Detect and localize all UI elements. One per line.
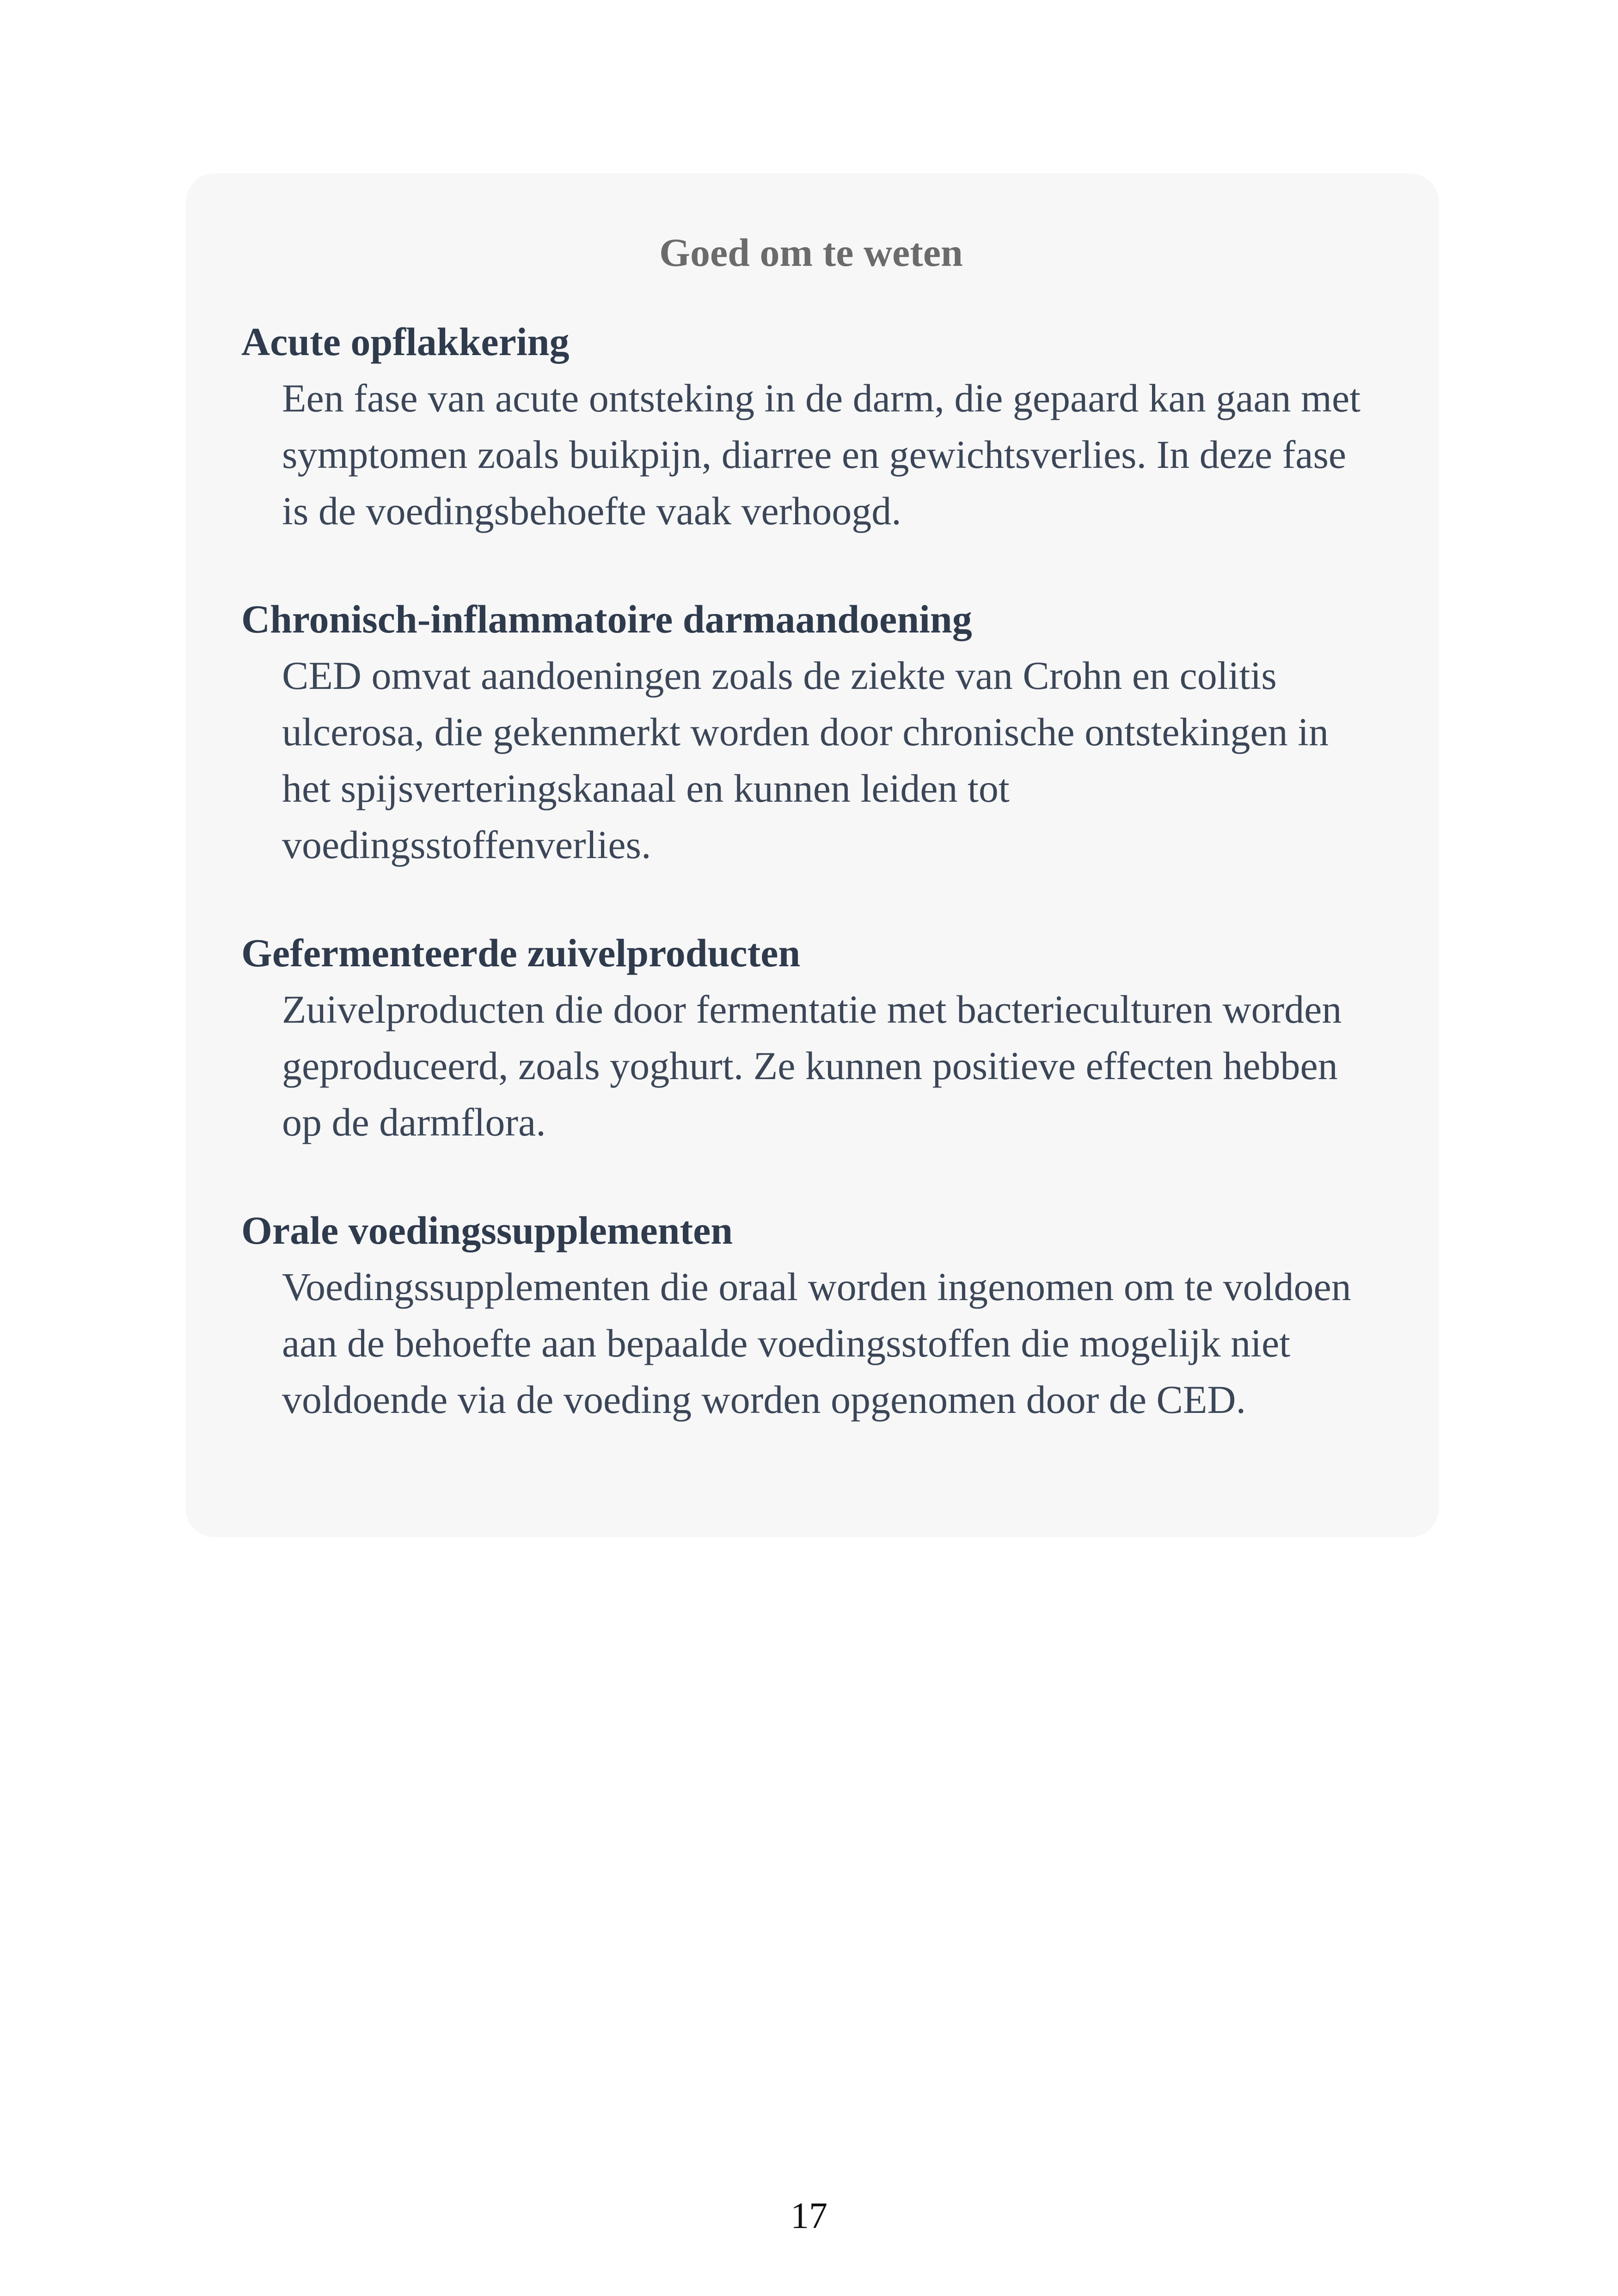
glossary-definition: CED omvat aandoeningen zoals de ziekte van Crohn en colitis ulcerosa, die gekenmerkt worden door chronische ontstekingen in het spijsverteringskanaal en kunnen leiden tot voedingsstoffenverlies. xyxy=(282,653,1329,867)
info-box xyxy=(186,173,1439,1537)
glossary-definition: Een fase van acute ontsteking in de darm, die gepaard kan gaan met symptomen zoals buikpijn, diarree en gewichtsverlies. In deze fase is de voedingsbehoefte vaak verhoogd. xyxy=(282,376,1361,534)
glossary-entry xyxy=(241,591,1381,873)
glossary-entry xyxy=(241,925,1381,1150)
glossary-term: Chronisch-inflammatoire darmaandoening xyxy=(241,597,972,642)
glossary-term: Gefermenteerde zuivelproducten xyxy=(241,931,801,976)
glossary-entry xyxy=(241,1202,1381,1428)
glossary-definition: Zuivelproducten die door fermentatie met bacterieculturen worden geproduceerd, zoals yoghurt. Ze kunnen positieve effecten hebben op de darmflora. xyxy=(282,987,1342,1145)
page-number: 17 xyxy=(791,2196,827,2236)
glossary-entry xyxy=(241,313,1381,539)
glossary-definition: Voedingssupplementen die oraal worden ingenomen om te voldoen aan de behoefte aan bepaalde voedingsstoffen die mogelijk niet voldoende via de voeding worden opgenomen door de CED. xyxy=(282,1265,1351,1422)
glossary-term: Acute opflakkering xyxy=(241,319,570,364)
info-box-title: Goed om te weten xyxy=(659,230,963,275)
glossary-term: Orale voedingssupplementen xyxy=(241,1208,733,1253)
